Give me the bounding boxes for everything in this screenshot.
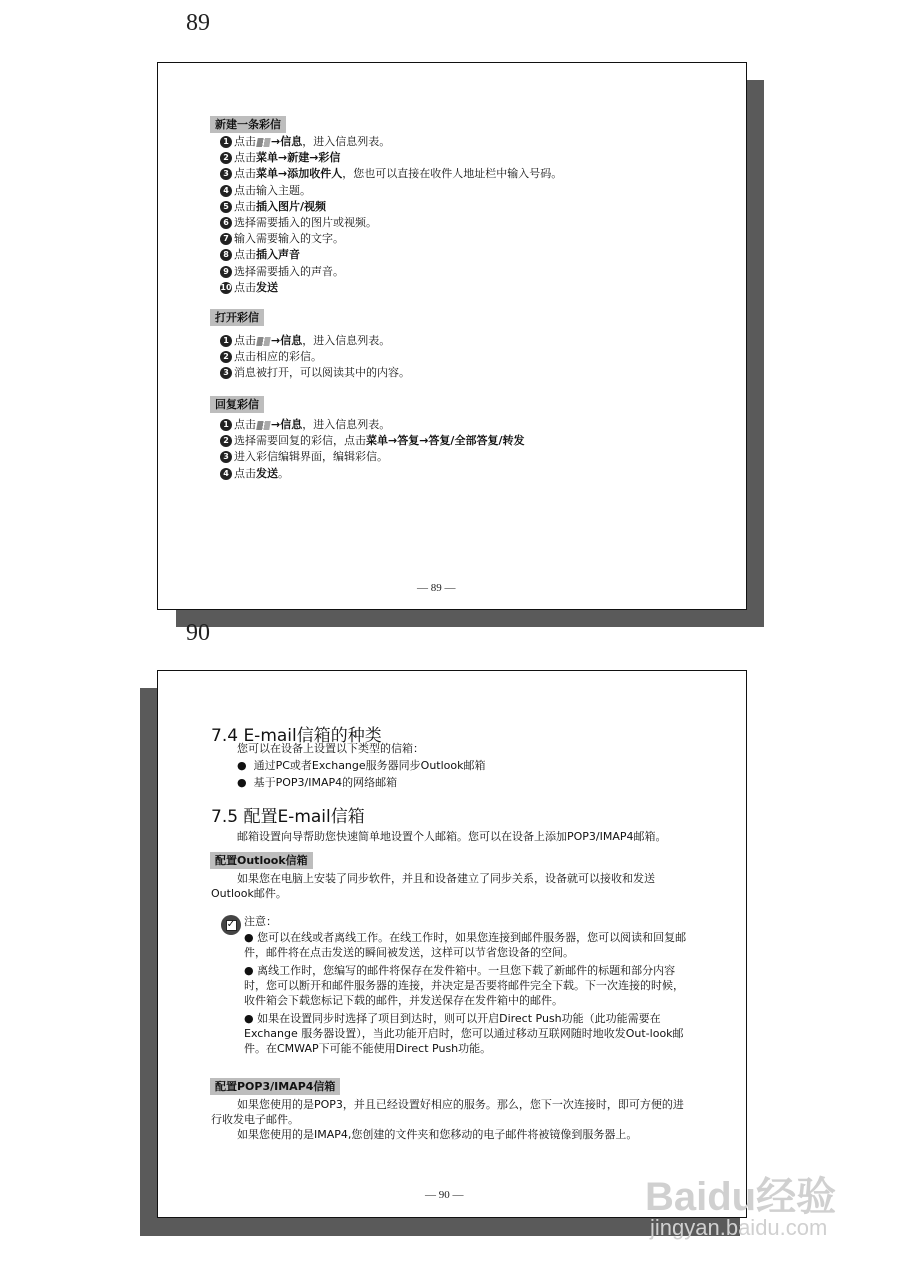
step-text: 插入声音: [256, 248, 300, 262]
step-text: 。: [278, 466, 289, 480]
section-title: 新建一条彩信: [210, 116, 286, 133]
step-number-badge: 7: [220, 233, 232, 245]
step-text: 输入需要输入的文字。: [234, 232, 344, 246]
step-text: 发送: [256, 280, 278, 294]
step-text: 选择需要回复的彩信，点击: [234, 434, 366, 448]
page-90: [157, 670, 747, 1218]
intro-text: 您可以在设备上设置以下类型的信箱：: [237, 742, 424, 755]
step-number-badge: 4: [220, 468, 232, 480]
step-text: ，进入信息列表。: [302, 334, 391, 348]
step-text: 选择需要插入的声音。: [234, 264, 344, 278]
step-text: 点击: [234, 248, 256, 262]
page-number-90: 90: [186, 620, 210, 646]
note-item-text: 离线工作时，您编写的邮件将保存在发件箱中。一旦您下载了新邮件的标题和部分内容时，您可以断开和邮件服务器的连接，并决定是否要将邮件完全下载。下一次连接的时候，收件箱会下载您标记下载的邮件，并发送保存在发件箱中的邮件。: [244, 964, 684, 1007]
step-item: [220, 231, 562, 247]
windows-start-icon: [256, 337, 271, 346]
step-text: 点击输入主题。: [234, 183, 311, 197]
step-text: 消息被打开，可以阅读其中的内容。: [234, 366, 410, 380]
body-text: 如果您在电脑上安装了同步软件，并且和设备建立了同步关系，设备就可以接收和发送Outlook邮件。: [211, 872, 655, 900]
note-item: ● 如果在设置同步时选择了项目到达时，则可以开启Direct Push功能（此功能需要在Exchange 服务器设置），当此功能开启时，您可以通过移动互联网随时地收发Out-look邮件。在CMWAP下可能不能使用Direct Push功能。: [244, 1012, 684, 1055]
note-item: ● 您可以在线或者离线工作。在线工作时，如果您连接到邮件服务器，您可以阅读和回复邮件，邮件将在点击发送的瞬间被发送，这样可以节省您设备的空间。: [244, 931, 687, 959]
step-list: [220, 333, 410, 382]
step-item: [220, 280, 562, 296]
step-text: →信息: [271, 334, 303, 348]
step-number-badge: 1: [220, 419, 232, 431]
step-number-badge: 3: [220, 367, 232, 379]
step-list: [220, 134, 562, 296]
bullet-text: 基于POP3/IMAP4的网络邮箱: [253, 776, 398, 789]
step-text: 插入图片/视频: [256, 199, 327, 213]
section-title: 配置Outlook信箱: [210, 852, 313, 869]
page-footer: — 90 —: [425, 1189, 464, 1201]
step-text: 点击: [234, 167, 256, 181]
step-item: [220, 215, 562, 231]
step-number-badge: 1: [220, 335, 232, 347]
step-item: [220, 150, 562, 166]
step-number-badge: 3: [220, 168, 232, 180]
step-text: 点击: [234, 135, 256, 149]
step-item: [220, 449, 524, 465]
step-item: [220, 417, 524, 433]
step-text: 点击: [234, 466, 256, 480]
step-number-badge: 5: [220, 201, 232, 213]
page-89: [157, 62, 747, 610]
step-item: [220, 199, 562, 215]
step-item: [220, 134, 562, 150]
step-text: 点击: [234, 280, 256, 294]
step-text: ，进入信息列表。: [302, 418, 391, 432]
step-text: 点击: [234, 199, 256, 213]
step-text: 点击: [234, 151, 256, 165]
step-text: →信息: [271, 135, 303, 149]
body-text: 如果您使用的是IMAP4,您创建的文件夹和您移动的电子邮件将被镜像到服务器上。: [237, 1128, 638, 1141]
step-item: [220, 166, 562, 182]
step-text: 进入彩信编辑界面，编辑彩信。: [234, 450, 388, 464]
step-number-badge: 1: [220, 136, 232, 148]
bullet-item: ● 通过PC或者Exchange服务器同步Outlook邮箱: [237, 759, 486, 772]
step-text: 点击相应的彩信。: [234, 350, 322, 364]
step-text: 发送: [256, 466, 278, 480]
section-title: 打开彩信: [210, 309, 264, 326]
step-number-badge: 2: [220, 351, 232, 363]
body-text: 如果您使用的是POP3，并且已经设置好相应的服务。那么，您下一次连接时，即可方便的进行收发电子邮件。: [211, 1098, 684, 1126]
step-text: 菜单→新建→彩信: [256, 151, 341, 165]
step-list: [220, 417, 524, 482]
heading-7-4: 7.4 E-mail信箱的种类: [211, 726, 382, 746]
step-text: →信息: [271, 418, 303, 432]
note-item-text: 您可以在线或者离线工作。在线工作时，如果您连接到邮件服务器，您可以阅读和回复邮件，邮件将在点击发送的瞬间被发送，这样可以节省您设备的空间。: [244, 931, 687, 959]
step-text: 点击: [234, 334, 256, 348]
note-label: 注意：: [244, 915, 277, 928]
note-checkbox-icon: ✓: [221, 915, 241, 935]
step-item: [220, 247, 562, 263]
page-number-89: 89: [186, 10, 210, 36]
step-item: [220, 349, 410, 365]
windows-start-icon: [256, 421, 271, 430]
step-number-badge: 9: [220, 266, 232, 278]
note-item-text: 如果在设置同步时选择了项目到达时，则可以开启Direct Push功能（此功能需要在Exchange 服务器设置），当此功能开启时，您可以通过移动互联网随时地收发Out-look邮件。在CMWAP下可能不能使用Direct Push功能。: [244, 1012, 684, 1055]
heading-7-5: 7.5 配置E-mail信箱: [211, 807, 365, 827]
bullet-item: ● 基于POP3/IMAP4的网络邮箱: [237, 776, 398, 789]
watermark-logo: Baidu经验: [645, 1175, 837, 1219]
step-item: [220, 333, 410, 349]
step-number-badge: 10: [220, 282, 232, 292]
step-number-badge: 6: [220, 217, 232, 229]
step-text: 点击: [234, 418, 256, 432]
step-number-badge: 4: [220, 185, 232, 197]
step-text: ，您也可以直接在收件人地址栏中输入号码。: [342, 167, 563, 181]
section-title: 回复彩信: [210, 396, 264, 413]
step-number-badge: 8: [220, 249, 232, 261]
intro-text: 邮箱设置向导帮助您快速简单地设置个人邮箱。您可以在设备上添加POP3/IMAP4邮箱。: [237, 830, 667, 843]
step-text: ，进入信息列表。: [302, 135, 391, 149]
step-item: [220, 183, 562, 199]
watermark-url: jingyan.baidu.com: [650, 1215, 828, 1240]
step-item: [220, 264, 562, 280]
note-item: ● 离线工作时，您编写的邮件将保存在发件箱中。一旦您下载了新邮件的标题和部分内容时，您可以断开和邮件服务器的连接，并决定是否要将邮件完全下载。下一次连接的时候，收件箱会下载您标记下载的邮件，并发送保存在发件箱中的邮件。: [244, 964, 684, 1007]
step-item: [220, 433, 524, 449]
step-text: 选择需要插入的图片或视频。: [234, 216, 377, 230]
page-footer: — 89 —: [417, 582, 456, 594]
step-text: 菜单→答复→答复/全部答复/转发: [366, 434, 525, 448]
step-number-badge: 3: [220, 451, 232, 463]
step-item: [220, 466, 524, 482]
step-text: 菜单→添加收件人: [256, 167, 343, 181]
step-number-badge: 2: [220, 152, 232, 164]
section-title: 配置POP3/IMAP4信箱: [210, 1078, 340, 1095]
step-item: [220, 365, 410, 381]
step-number-badge: 2: [220, 435, 232, 447]
bullet-text: 通过PC或者Exchange服务器同步Outlook邮箱: [253, 759, 486, 772]
windows-start-icon: [256, 138, 271, 147]
